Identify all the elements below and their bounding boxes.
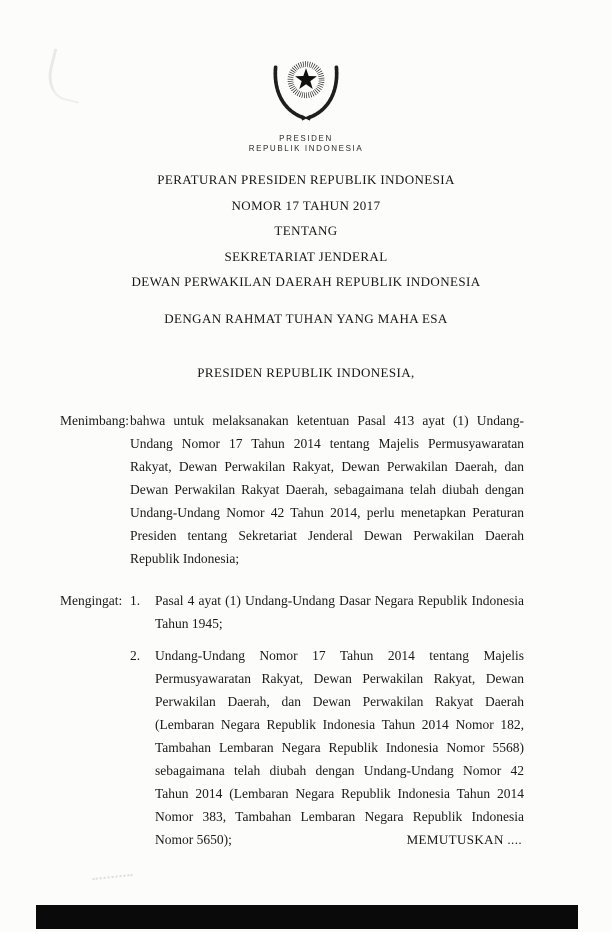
title-subject-1: SEKRETARIAT JENDERAL bbox=[224, 248, 388, 264]
menimbang-text: bahwa untuk melaksanakan ketentuan Pasal 413 ayat (1) Undang-Undang Nomor 17 Tahun 2014 tentang Majelis Permusyawaratan Rakyat, Dewan Perwakilan Rakyat, Dewan Perwakilan Daerah, dan Dewan Perwakilan Rakyat Daerah, sebagaimana telah diubah dengan Undang-Undang Nomor 42 Tahun 2014, perlu menetapkan Peraturan Presiden tentang Sekretariat Jenderal Dewan Perwakilan Daerah Republik Indonesia; bbox=[130, 413, 524, 566]
letterhead bbox=[0, 134, 612, 154]
title-tentang: TENTANG bbox=[274, 223, 338, 238]
menimbang-body bbox=[130, 409, 524, 570]
legal-item bbox=[130, 644, 524, 851]
presidential-seal-icon bbox=[265, 40, 347, 126]
title-number: NOMOR 17 TAHUN 2017 bbox=[231, 197, 381, 213]
document-title bbox=[0, 167, 612, 295]
presidential-seal bbox=[0, 40, 612, 131]
mengingat-clause bbox=[60, 589, 524, 860]
title-regulation: PERATURAN PRESIDEN REPUBLIK INDONESIA bbox=[157, 172, 455, 187]
legal-item-number: 1. bbox=[130, 593, 141, 608]
scan-edge-bar bbox=[36, 905, 578, 929]
menimbang-clause bbox=[60, 409, 524, 570]
title-subject-2: DEWAN PERWAKILAN DAERAH REPUBLIK INDONESIA bbox=[131, 274, 481, 289]
mengingat-body bbox=[130, 589, 524, 860]
scan-artifact bbox=[91, 864, 132, 880]
legal-item-text: Pasal 4 ayat (1) Undang-Undang Dasar Negara Republik Indonesia Tahun 1945; bbox=[155, 593, 524, 631]
menimbang-label: Menimbang: bbox=[60, 413, 129, 428]
authority-line: PRESIDEN REPUBLIK INDONESIA, bbox=[197, 365, 415, 380]
mengingat-label: Mengingat: bbox=[60, 593, 123, 608]
letterhead-line2: REPUBLIK INDONESIA bbox=[248, 144, 364, 153]
invocation-line: DENGAN RAHMAT TUHAN YANG MAHA ESA bbox=[164, 311, 448, 326]
legal-item bbox=[130, 589, 524, 635]
legal-item-number: 2. bbox=[130, 648, 141, 663]
letterhead-line1: PRESIDEN bbox=[279, 134, 333, 143]
legal-item-text: Undang-Undang Nomor 17 Tahun 2014 tentang Majelis Permusyawaratan Rakyat, Dewan Perwakilan Rakyat, Dewan Perwakilan Daerah, dan Dewan Perwakilan Rakyat Daerah (Lembaran Negara Republik Indonesia Tahun 2014 Nomor 182, Tambahan Lembaran Negara Republik Indonesia Nomor 5568) sebagaimana telah diubah dengan Undang-Undang Nomor 42 Tahun 2014 (Lembaran Negara Republik Indonesia Tahun 2014 Nomor 383, Tambahan Lembaran Negara Republik Indonesia Nomor 5650); bbox=[155, 648, 524, 847]
memutuskan-catchword: MEMUTUSKAN .... bbox=[406, 832, 522, 847]
